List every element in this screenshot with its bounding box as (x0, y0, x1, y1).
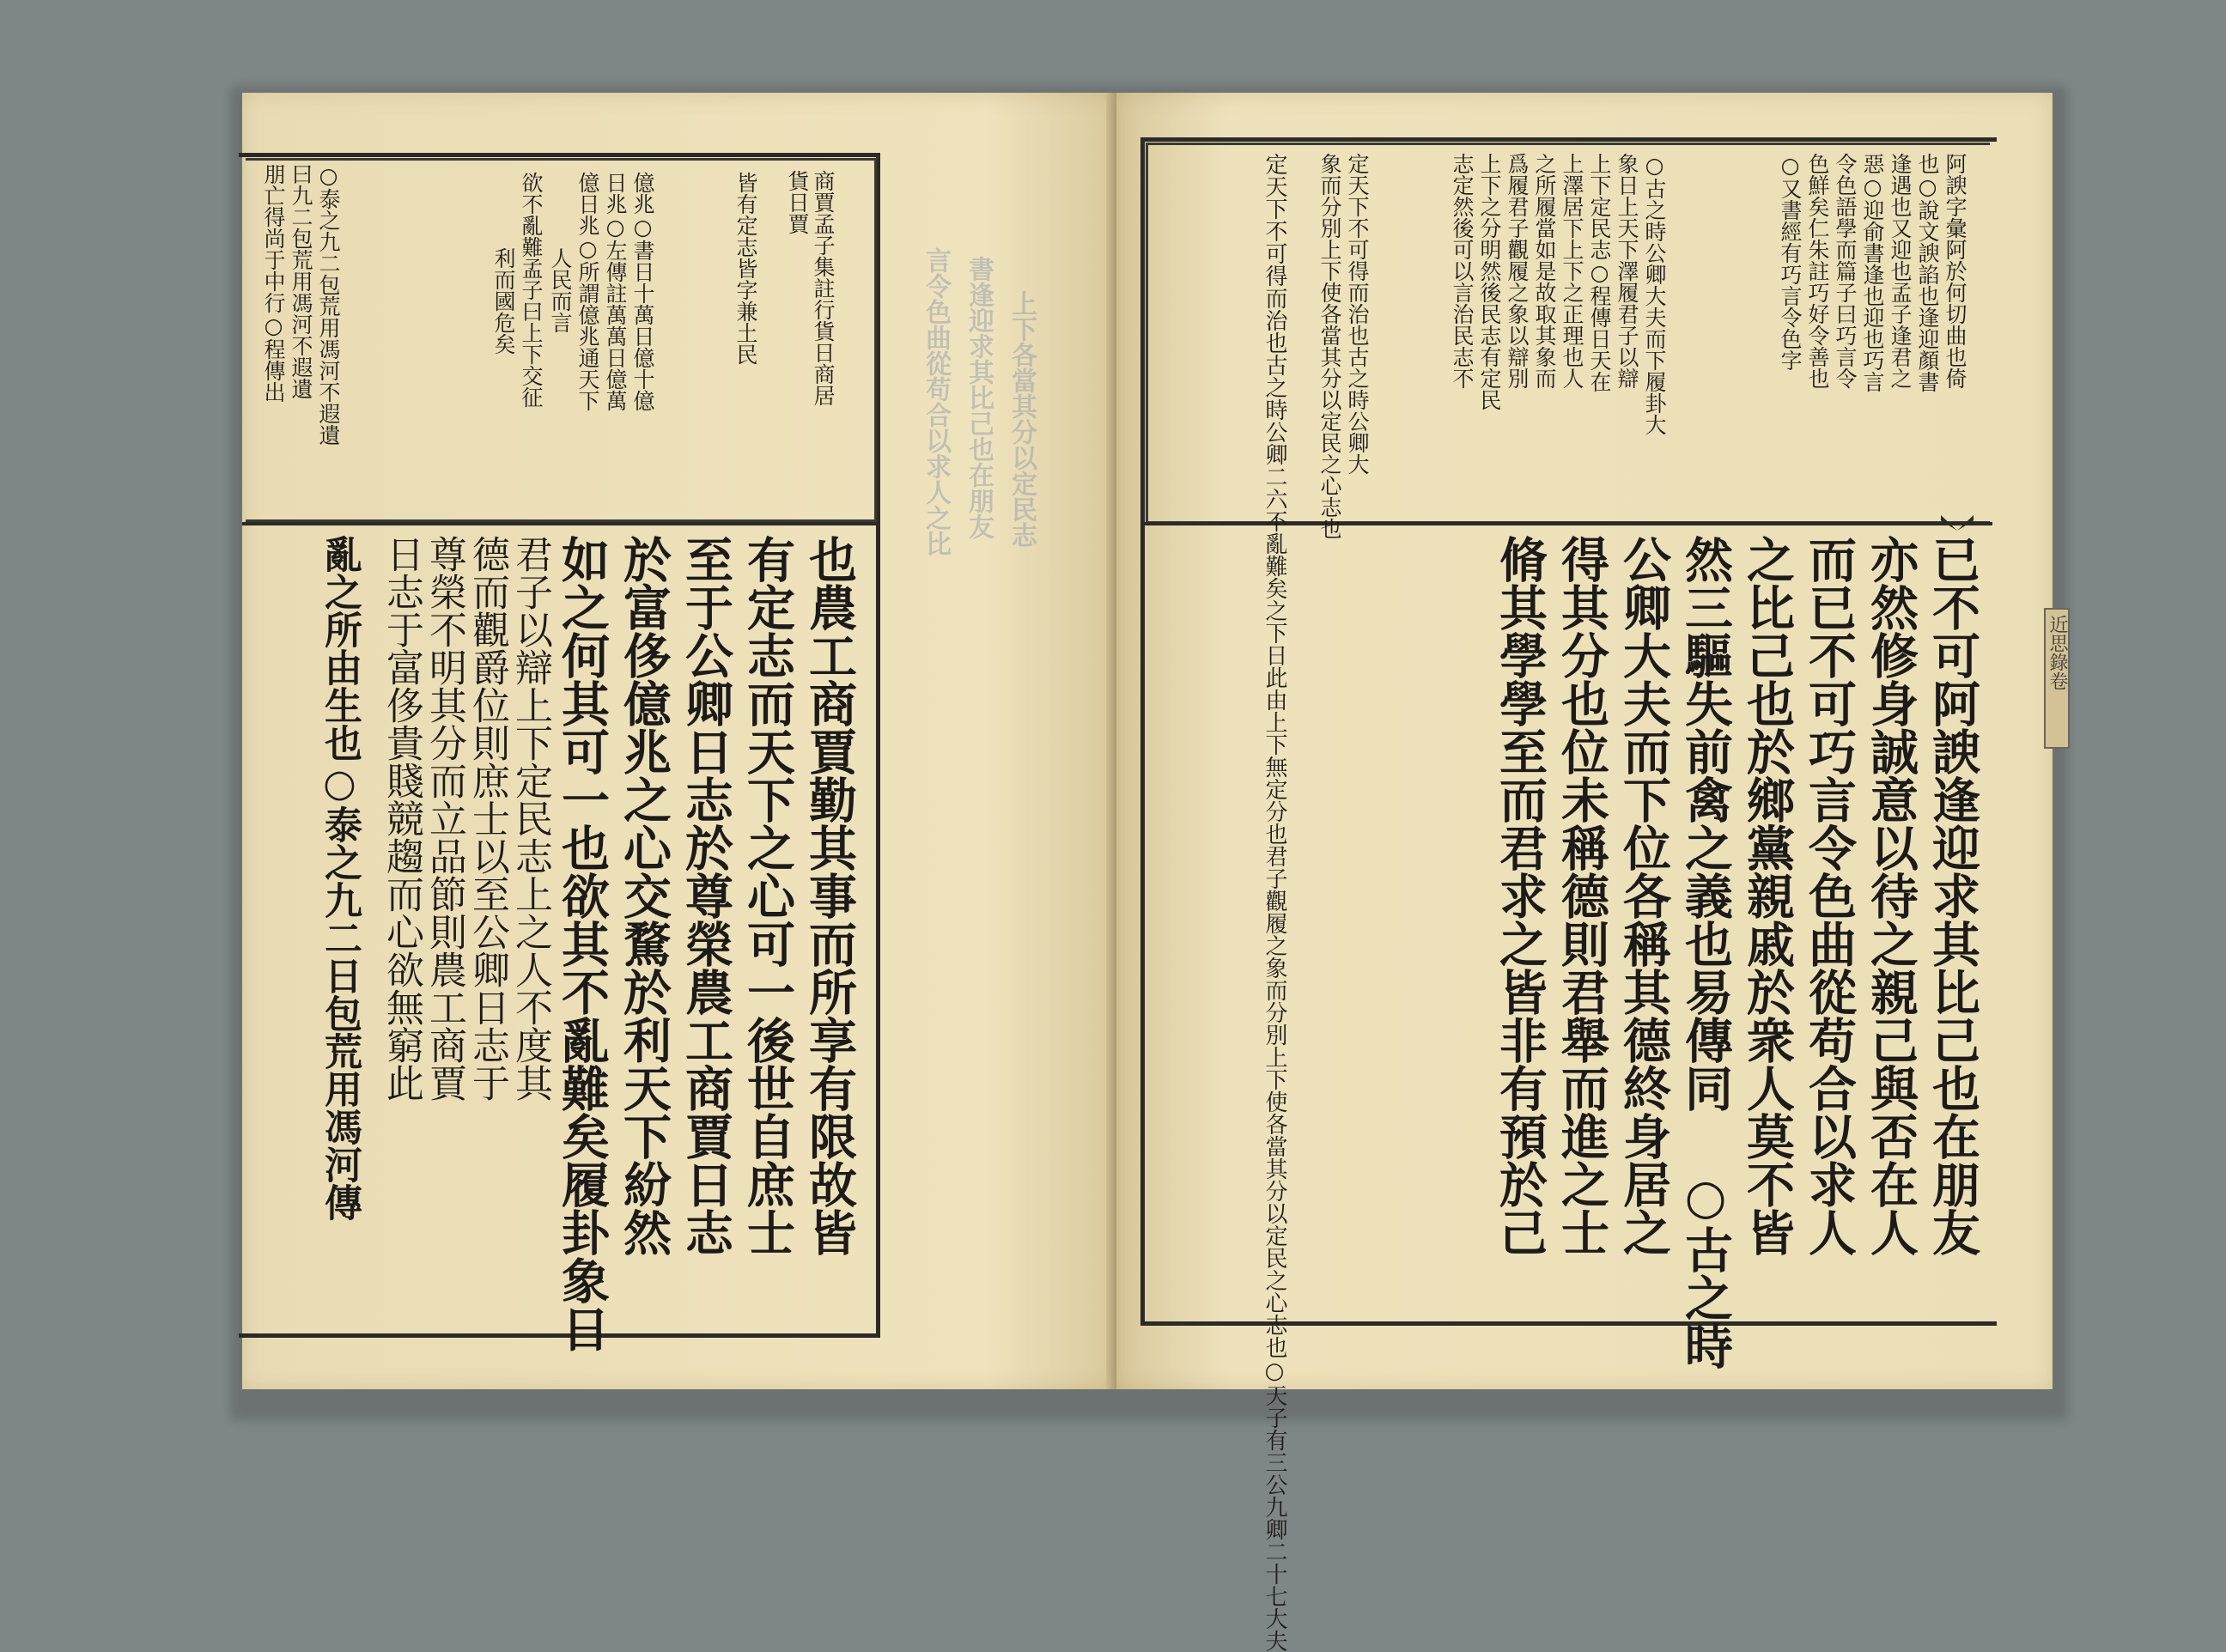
main-text-column: 脩其學學至而君求之皆非有預於己 (1492, 535, 1548, 1256)
main-text-column: 如之何其可一也欲其不亂難矣履卦象日 (554, 535, 611, 1352)
left-page-divider (242, 522, 879, 525)
annotation-column: 色鮮矣仁朱註巧好令善也 (1805, 153, 1830, 389)
main-text-column: 公卿大夫而下位各稱其德終身居之 (1615, 535, 1672, 1256)
main-text-column: 德而觀爵位則庶士以至公卿日志于 (465, 535, 509, 1102)
left-page (242, 93, 1118, 1389)
annotation-column: ○又書經有巧言令色字 (1778, 153, 1803, 371)
show-through-text: 上下各當其分以定民志 (1007, 290, 1037, 548)
annotation-column: 曰九二包荒用馮河不遐遺 (289, 163, 313, 399)
annotation-column: ○泰之九二包荒用馮河不遐遺 (316, 163, 341, 446)
footnote-column: 定天下不可得而治也古之時公卿大 (1345, 153, 1370, 475)
annotation-column: 象日上天下澤履君子以辯 (1615, 153, 1639, 389)
annotation-column: 億日兆○所謂億兆通天下 (575, 172, 600, 411)
annotation-column: 貨日賈 (785, 170, 810, 234)
annotation-column: 億兆○書日十萬日億十億 (630, 172, 655, 411)
main-text-column: 於富侈億兆之心交騖於利天下紛然 (616, 535, 672, 1256)
annotation-column: 志定然後可以言治民志不 (1450, 153, 1475, 389)
main-text-column: 至于公卿日志於尊榮農工商賈日志 (678, 535, 734, 1256)
show-through-text: 書逢迎求其比己也在朋友 (964, 256, 994, 539)
annotation-column: 爲履君子觀履之象以辯別 (1505, 153, 1530, 389)
annotation-column: 日兆○左傳註萬萬日億萬 (603, 172, 628, 411)
show-through-text: 言令色曲從苟合以求人之比 (921, 247, 951, 556)
annotation-column: 之所履當如是故取其象而 (1532, 153, 1557, 389)
edge-label: 近思錄卷 (2047, 615, 2068, 690)
annotation-column: 逢遇也又迎也孟子逢君之 (1888, 153, 1913, 389)
main-text-column: 有定志而天下之心可一後世自庶士 (739, 535, 796, 1256)
main-text-column: 之比己也於鄉黨親戚於衆人莫不皆 (1739, 535, 1796, 1256)
annotation-column: ○古之時公卿大夫而下履卦大 (1642, 153, 1667, 435)
annotation-column: 人民而言 (548, 247, 573, 333)
annotation-column: 欲不亂難孟子曰上下交征 (519, 172, 544, 408)
annotation-column: 惡○迎俞書逢也迎也巧言 (1860, 153, 1885, 392)
main-text-column: 亂之所由生也○泰之九二日包荒用馮河傳 (318, 535, 362, 1221)
annotation-column: 令色語學而篇子曰巧言令 (1833, 153, 1858, 389)
main-text-column: 而已不可巧言令色曲從苟合以求人 (1801, 535, 1858, 1256)
footnote-column: 定天下不可得而治也古之時公卿二六不亂難矣之下日此由上下無定分也君子觀履之象而分別上下使各當其分以定民之心志也○天子有三公九卿二十七大夫 (1262, 153, 1287, 1652)
edge-tab (2044, 608, 2070, 749)
main-text-column: 也農工商賈勤其事而所享有限故皆 (801, 535, 858, 1256)
main-text-column: 君子以辯上下定民志上之人不度其 (508, 535, 552, 1102)
annotation-column: 皆有定志皆字兼土民 (733, 172, 758, 365)
annotation-column: 也○說文諛諂也逢迎顏書 (1915, 153, 1940, 392)
main-text-column: 已不可阿諛逢迎求其比己也在朋友 (1925, 535, 1981, 1256)
annotation-column: 朋亡得尚于中行○程傳出 (261, 163, 286, 403)
right-page (1116, 93, 2068, 1652)
annotation-column: 上澤居下上下之正理也人 (1560, 153, 1584, 389)
annotation-column: 商賈孟子集註行貨日商居 (811, 170, 836, 406)
main-text-column: 然三驅失前禽之義也易傳同 ○古之時 (1677, 535, 1734, 1370)
annotation-column: 上下之分明然後民志有定民 (1477, 153, 1502, 410)
main-text-column: 日志于富侈貴賤競趨而心欲無窮此 (380, 535, 423, 1102)
main-text-column: 亦然修身誠意以待之親己與否在人 (1863, 535, 1919, 1256)
annotation-column: 阿諛字彙阿於何切曲也倚 (1943, 153, 1968, 389)
annotation-column: 利而國危矣 (491, 247, 516, 355)
main-text-column: 尊榮不明其分而立品節則農工商賈 (423, 535, 466, 1102)
main-text-column: 得其分也位未稱德則君舉而進之士 (1554, 535, 1610, 1256)
annotation-column: 上下定民志○程傳日天在 (1587, 153, 1612, 392)
footnote-column: 象而分別上下使各當其分以定民之心志也 (1317, 153, 1342, 539)
